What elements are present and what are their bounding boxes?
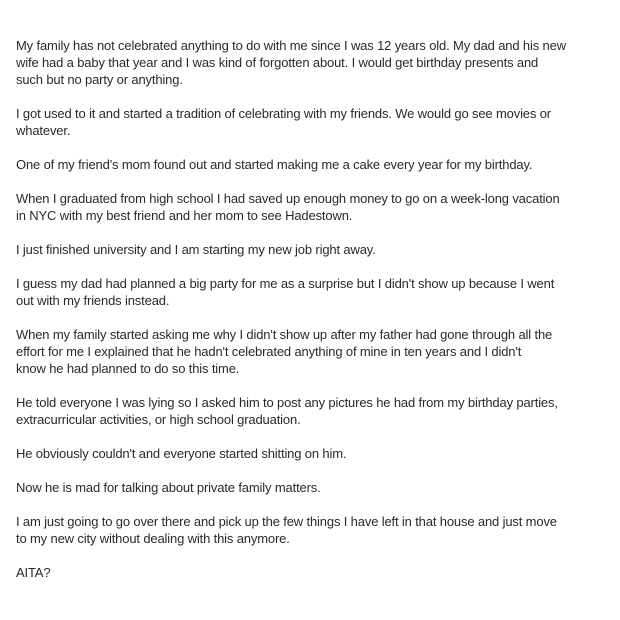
paragraph-tradition-with-friends bbox=[16, 105, 612, 139]
text-line: such but no party or anything. bbox=[16, 72, 183, 87]
paragraph-family-not-celebrated bbox=[16, 37, 612, 88]
text-line: whatever. bbox=[16, 123, 71, 138]
text-line: When my family started asking me why I didn't show up after my father had gone through all the bbox=[16, 327, 553, 342]
text-line: I am just going to go over there and pick up the few things I have left in that house and just move bbox=[16, 514, 557, 529]
text-line: I got used to it and started a tradition of celebrating with my friends. We would go see movies or bbox=[16, 106, 551, 121]
post-body bbox=[16, 37, 612, 598]
text-line: extracurricular activities, or high school graduation. bbox=[16, 412, 301, 427]
text-line: I just finished university and I am starting my new job right away. bbox=[16, 242, 376, 257]
paragraph-graduation-trip bbox=[16, 190, 612, 224]
paragraph-family-asking bbox=[16, 326, 612, 377]
text-line: He obviously couldn't and everyone started shitting on him. bbox=[16, 446, 347, 461]
text-line: When I graduated from high school I had saved up enough money to go on a week-long vacation bbox=[16, 191, 560, 206]
text-line: Now he is mad for talking about private family matters. bbox=[16, 480, 321, 495]
text-line: I guess my dad had planned a big party for me as a surprise but I didn't show up because I went bbox=[16, 276, 555, 291]
text-line: One of my friend's mom found out and started making me a cake every year for my birthday. bbox=[16, 157, 533, 172]
paragraph-moving bbox=[16, 513, 612, 547]
paragraph-mad bbox=[16, 479, 612, 496]
paragraph-finished-university bbox=[16, 241, 612, 258]
paragraph-surprise-party bbox=[16, 275, 612, 309]
text-line: to my new city without dealing with this anymore. bbox=[16, 531, 290, 546]
paragraph-friends-mom-cake bbox=[16, 156, 612, 173]
paragraph-aita-question bbox=[16, 564, 612, 581]
text-line: My family has not celebrated anything to do with me since I was 12 years old. My dad and his new bbox=[16, 38, 566, 53]
text-line: effort for me I explained that he hadn't celebrated anything of mine in ten years and I didn't bbox=[16, 344, 522, 359]
text-line: AITA? bbox=[16, 565, 51, 580]
text-line: in NYC with my best friend and her mom to see Hadestown. bbox=[16, 208, 353, 223]
paragraph-pictures-request bbox=[16, 394, 612, 428]
text-line: He told everyone I was lying so I asked him to post any pictures he had from my birthday parties, bbox=[16, 395, 558, 410]
paragraph-couldnt bbox=[16, 445, 612, 462]
text-line: wife had a baby that year and I was kind of forgotten about. I would get birthday presents and bbox=[16, 55, 539, 70]
text-line: out with my friends instead. bbox=[16, 293, 170, 308]
text-line: know he had planned to do so this time. bbox=[16, 361, 240, 376]
